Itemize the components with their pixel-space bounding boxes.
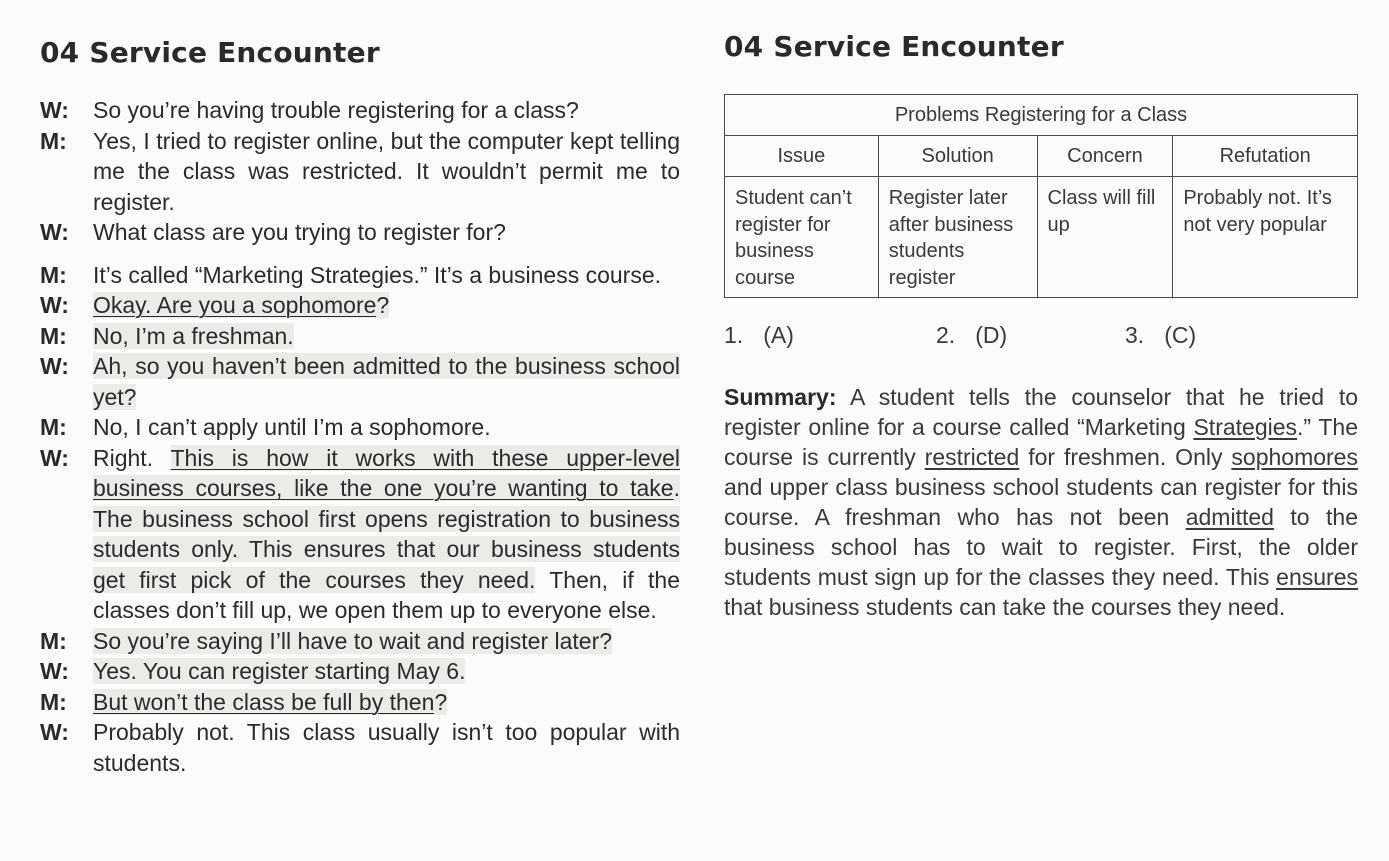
dialogue-line [40,351,680,412]
speaker-label: M: [40,127,67,154]
dialogue-line [40,217,680,248]
underlined-phrase: This is how it works with these upper-level business courses, like the one you’re wanting to take [93,444,681,501]
utterance [93,290,680,321]
section-heading-left [40,36,380,69]
underlined-word: sophomores [1231,444,1358,470]
answer-3 [1125,322,1196,349]
speaker-label: M: [40,627,67,654]
cell-solution: Register later after business students register [878,177,1037,298]
highlighted-text: ? [434,688,448,715]
summary-text: to the business school has to wait to register. First, the older students must sign up for the classes they need. This [724,504,1359,590]
dialogue-line [40,412,680,443]
answer-number: 2. [936,322,956,348]
dialogue-line [40,687,680,718]
underlined-word: ensures [1276,564,1358,590]
utterance-text: What class are you trying to register for? [93,219,506,245]
utterance-text: Probably not. This class usually isn’t too popular with students. [93,719,680,776]
speaker-label: W: [40,658,69,684]
header-concern: Concern [1037,136,1173,177]
dialogue-line [40,656,680,687]
dialogue-line [40,717,680,778]
utterance [93,717,680,778]
dialogue-line [40,290,680,321]
highlighted-text: ? [376,292,390,318]
header-solution: Solution [878,136,1037,177]
summary-text: A student tells the counselor that he tried to register online for a course called “Marketing [724,384,1358,440]
utterance [93,126,680,218]
utterance-text: So you’re having trouble registering for a class? [93,97,579,123]
answer-value: (A) [763,322,794,348]
underlined-phrase: Okay. Are you a sophomore [93,292,377,318]
utterance [93,351,680,412]
utterance [93,260,680,291]
cell-concern: Class will fill up [1037,177,1173,298]
underlined-word: restricted [924,444,1020,470]
utterance [93,217,680,248]
answer-2 [936,322,1007,349]
speaker-label: M: [40,322,67,349]
utterance [93,626,680,657]
dialogue-line [40,321,680,352]
cell-refutation: Probably not. It’s not very popular [1173,177,1358,298]
dialogue-line [40,95,680,126]
section-number: 04 [40,36,80,69]
highlighted-text: Ah, so you haven’t been admitted to the business school yet? [93,353,680,410]
speaker-label: W: [40,97,69,123]
underlined-word: Strategies [1193,414,1298,440]
speaker-label: W: [40,444,69,471]
section-title: Service Encounter [773,30,1064,63]
utterance-text: Yes, I tried to register online, but the computer kept telling me the class was restricted. It wouldn’t permit me to register. [93,127,680,215]
utterance [93,321,680,352]
answer-number: 3. [1125,322,1145,348]
summary-text: and upper class business school students can register for this course. A freshman who has not been [724,474,1358,530]
underlined-phrase: But won’t the class be full by then [93,688,435,715]
cell-issue: Student can’t register for business course [725,177,879,298]
problems-table [724,94,1358,298]
table-title: Problems Registering for a Class [725,95,1358,136]
utterance [93,95,680,126]
section-number: 04 [724,30,764,63]
speaker-label: W: [40,719,69,745]
dialogue-line [40,260,680,291]
section-title: Service Encounter [89,36,380,69]
utterance-text: Then, if the classes don’t fill up, we open them up to everyone else. [93,566,681,623]
speaker-label: W: [40,219,69,245]
utterance-text: Right. [93,444,171,471]
speaker-label: M: [40,261,67,288]
highlighted-text: . The business school first opens registration to business students only. This ensures that our business students get first pick of the courses they need. [93,475,680,593]
speaker-label: M: [40,414,67,440]
header-refutation: Refutation [1173,136,1358,177]
utterance [93,443,680,626]
utterance [93,656,680,687]
summary-text: .” The course is currently [724,414,1359,470]
header-issue: Issue [725,136,879,177]
answer-number: 1. [724,322,744,348]
answer-value: (D) [975,322,1008,348]
dialogue-line [40,626,680,657]
answer-value: (C) [1164,322,1197,348]
speaker-label: W: [40,292,69,318]
dialogue-line [40,126,680,218]
answer-1 [724,322,794,349]
highlighted-text: Yes. You can register starting May 6. [93,658,466,684]
table-row [725,177,1358,298]
dialogue-transcript [40,95,680,778]
speaker-label: W: [40,353,69,379]
utterance-text: No, I can’t apply until I’m a sophomore. [93,414,491,440]
dialogue-line [40,443,680,626]
section-heading-right [724,30,1064,63]
highlighted-text: So you’re saying I’ll have to wait and register later? [93,627,613,654]
underlined-word: admitted [1185,504,1274,530]
highlighted-text: No, I’m a freshman. [93,322,294,349]
speaker-label: M: [40,688,67,715]
summary-text: for freshmen. Only [1019,444,1232,470]
utterance [93,687,680,718]
utterance-text: It’s called “Marketing Strategies.” It’s a business course. [93,261,662,288]
summary-label: Summary: [724,384,837,410]
summary-paragraph [724,382,1358,622]
utterance [93,412,680,443]
summary-text: that business students can take the courses they need. [724,594,1286,620]
